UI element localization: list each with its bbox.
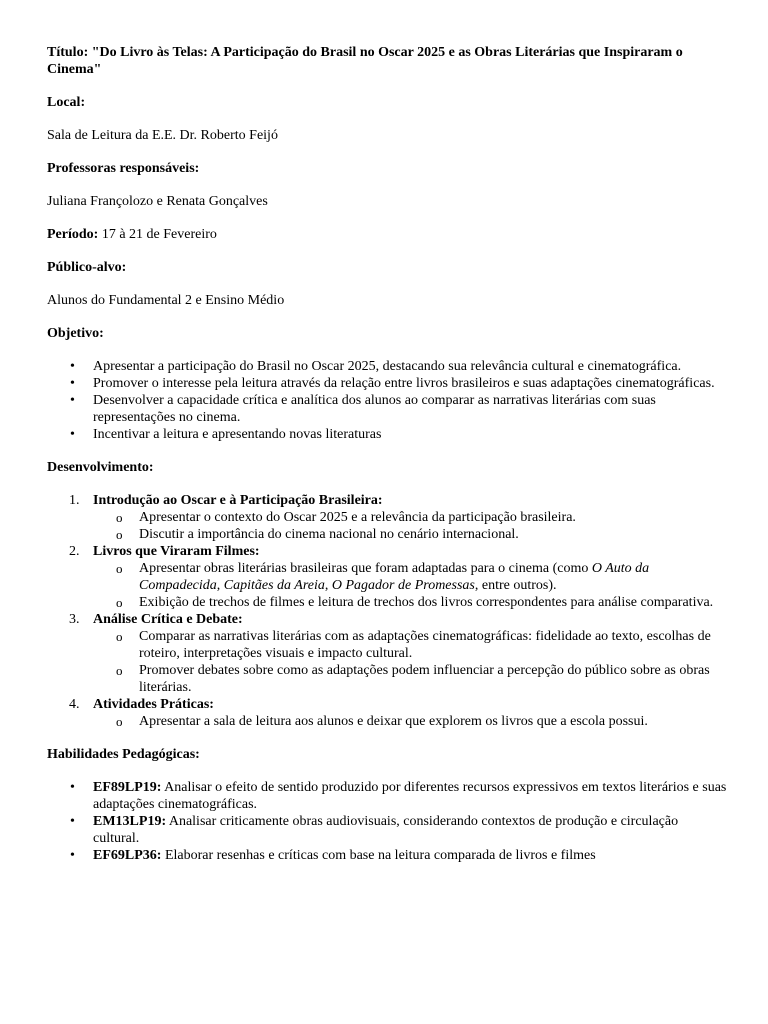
local-label: Local:	[47, 95, 86, 110]
books-suffix: , entre outros).	[474, 578, 557, 593]
list-item: • Apresentar a participação do Brasil no Oscar 2025, destacando sua relevância cultural e cinematográfica.	[93, 358, 727, 375]
local-value: Sala de Leitura da E.E. Dr. Roberto Feijó	[47, 128, 278, 143]
step-number: 3.	[69, 612, 80, 627]
objetivo-label: Objetivo:	[47, 326, 104, 341]
list-item	[93, 847, 727, 864]
habilidades-label: Habilidades Pedagógicas:	[47, 747, 200, 762]
step-title: Introdução ao Oscar e à Participação Brasileira:	[93, 493, 383, 508]
document-title: Título: "Do Livro às Telas: A Participação do Brasil no Oscar 2025 e as Obras Literárias que Inspiraram o Cinema"	[47, 45, 683, 77]
step-item	[69, 611, 727, 696]
desenvolvimento-label: Desenvolvimento:	[47, 460, 154, 475]
step-number: 1.	[69, 493, 80, 508]
skill-code: EF89LP19:	[93, 780, 162, 795]
books-separator: ,	[324, 578, 332, 593]
publico-value: Alunos do Fundamental 2 e Ensino Médio	[47, 293, 285, 308]
sub-item	[139, 560, 727, 594]
objetivo-list	[47, 358, 727, 443]
step-sublist	[93, 509, 727, 543]
step-title: Atividades Práticas:	[93, 697, 214, 712]
books-separator: ,	[216, 578, 224, 593]
skill-text: Elaborar resenhas e críticas com base na leitura comparada de livros e filmes	[161, 848, 596, 863]
professoras-label: Professoras responsáveis:	[47, 161, 200, 176]
step-number: 4.	[69, 697, 80, 712]
book-title: Capitães da Areia	[223, 578, 325, 593]
publico-label: Público-alvo:	[47, 260, 127, 275]
habilidades-list	[47, 779, 727, 864]
book-title: O Auto da Compadecida	[139, 561, 650, 593]
skill-text: Analisar criticamente obras audiovisuais, considerando contextos de produção e circulação cultural.	[93, 814, 679, 846]
skill-code: EM13LP19:	[93, 814, 167, 829]
list-item: • Desenvolver a capacidade crítica e analítica dos alunos ao comparar as narrativas literárias com suas representações no cinema.	[93, 392, 727, 426]
sub-item: o Comparar as narrativas literárias com as adaptações cinematográficas: fidelidade ao texto, escolhas de roteiro, interpretações visuais e impacto cultural.	[139, 628, 727, 662]
list-item: • Incentivar a leitura e apresentando novas literaturas	[93, 426, 727, 443]
desenvolvimento-list	[47, 492, 727, 730]
step-sublist	[93, 628, 727, 696]
step-item	[69, 492, 727, 543]
sub-item: o Exibição de trechos de filmes e leitura de trechos dos livros correspondentes para análise comparativa.	[139, 594, 727, 611]
skill-code: EF69LP36:	[93, 848, 162, 863]
sub-item: o Discutir a importância do cinema nacional no cenário internacional.	[139, 526, 727, 543]
periodo-label: Período:	[47, 227, 99, 242]
sub-item: o Apresentar a sala de leitura aos alunos e deixar que explorem os livros que a escola possui.	[139, 713, 727, 730]
professoras-value: Juliana Françolozo e Renata Gonçalves	[47, 194, 268, 209]
skill-text: Analisar o efeito de sentido produzido por diferentes recursos expressivos em textos literários e suas adaptações cinematográficas.	[93, 780, 727, 812]
periodo-line	[47, 226, 727, 243]
list-item: • Promover o interesse pela leitura através da relação entre livros brasileiros e suas adaptações cinematográficas.	[93, 375, 727, 392]
step-number: 2.	[69, 544, 80, 559]
step-title: Análise Crítica e Debate:	[93, 612, 243, 627]
step-sublist	[93, 713, 727, 730]
book-title: O Pagador de Promessas	[331, 578, 475, 593]
step-sublist	[93, 560, 727, 611]
step-title: Livros que Viraram Filmes:	[93, 544, 260, 559]
sub-item: o Promover debates sobre como as adaptações podem influenciar a percepção do público sobre as obras literárias.	[139, 662, 727, 696]
step-item	[69, 696, 727, 730]
sub-item: o Apresentar o contexto do Oscar 2025 e a relevância da participação brasileira.	[139, 509, 727, 526]
list-item	[93, 779, 727, 813]
periodo-value: 17 à 21 de Fevereiro	[98, 227, 217, 242]
step-item	[69, 543, 727, 611]
list-item	[93, 813, 727, 847]
books-prefix: Apresentar obras literárias brasileiras que foram adaptadas para o cinema (como	[139, 561, 592, 576]
document-page	[47, 44, 727, 880]
